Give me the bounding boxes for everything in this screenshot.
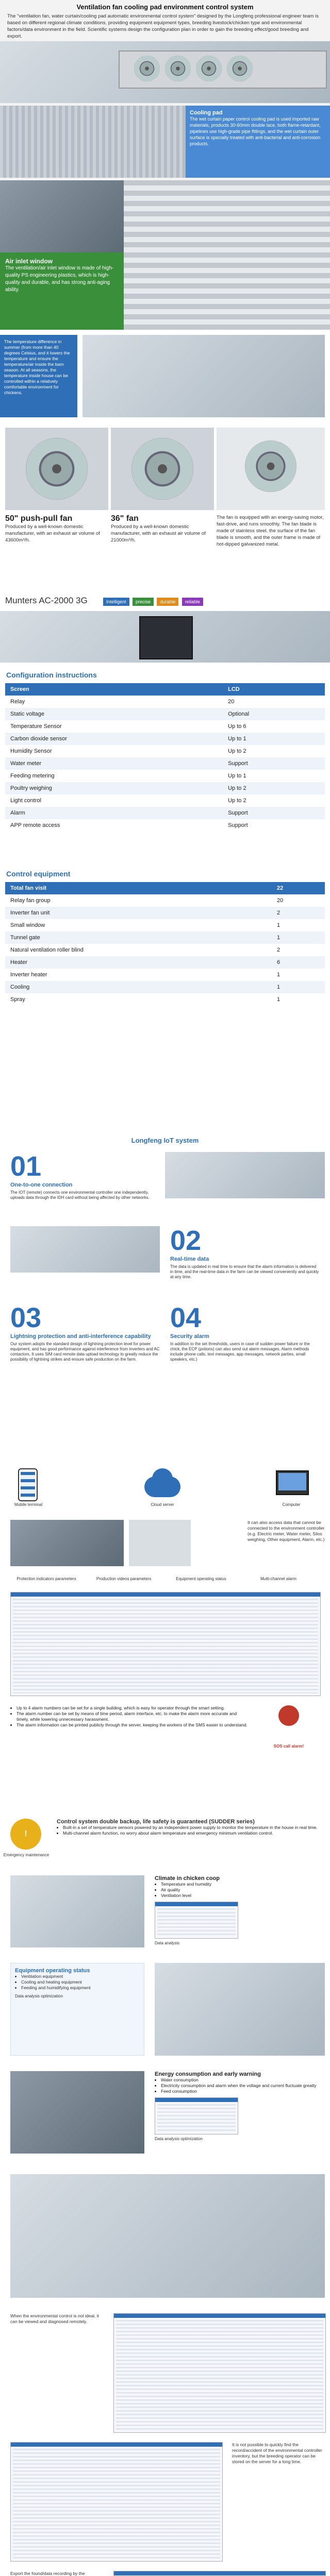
list-item: • Electricity consumption and alarm when the voltage and current fluctuate greatly <box>161 2083 325 2089</box>
temperature-section <box>0 330 330 422</box>
table-row <box>5 770 325 782</box>
equipment-image <box>155 1963 325 2056</box>
table-row <box>5 931 325 944</box>
cell-value: 1 <box>276 996 280 1003</box>
card-text: Our system adopts the standard design of lightning protection level for power equipment, and has good performance against interference from inverters and AC contactors. It uses SIM card remote data upload technology to greatly reduce the possibility of lightning strikes and ensure safe production on the farm. <box>10 1342 160 1362</box>
cell-value: 22 <box>272 882 325 894</box>
cell-name: Natural ventilation roller blind <box>10 947 84 953</box>
cell-name: Relay fan group <box>10 897 51 904</box>
screen-image-3 <box>113 2571 326 2576</box>
list-item: • Multi-channel alarm function, no worry about alarm temperature and emergency minimum ventilation control. <box>63 1831 320 1836</box>
table-row <box>5 757 325 770</box>
iot-card-3 <box>10 1303 160 1362</box>
cell-name: Total fan visit <box>5 882 272 894</box>
card-number: 01 <box>10 1151 42 1182</box>
climate-list <box>155 1882 325 1899</box>
warning-icon: ! <box>10 1819 41 1850</box>
card-heading: One-to-one connection <box>10 1182 73 1188</box>
cell-value: 2 <box>272 907 325 919</box>
munters-title: Munters AC-2000 3G <box>5 596 88 605</box>
cell-value: 6 <box>272 956 325 969</box>
fan-icon <box>227 56 253 81</box>
alarm-list <box>10 1705 248 1728</box>
fan-icon <box>196 56 222 81</box>
cell-name: Cooling <box>5 981 272 993</box>
screen-image-1 <box>113 2313 326 2433</box>
screen-text-3: Export the found/data recording by the <box>10 2571 85 2576</box>
table-row <box>5 819 325 832</box>
control-system-section <box>0 1814 330 2308</box>
table-row <box>5 907 325 919</box>
cell-value: 1 <box>272 981 325 993</box>
cell-name: Water meter <box>5 757 223 770</box>
config-heading: Configuration instructions <box>6 671 97 679</box>
cell-name: Heater <box>5 956 272 969</box>
list-item: • Air quality <box>161 1887 325 1893</box>
mobile-terminal-icon <box>18 1468 38 1501</box>
protection-label: Protection indicators parameters <box>16 1577 76 1581</box>
cell-value: 1 <box>276 922 280 928</box>
list-item: • The alarm information can be printed publicly through the server, keeping the workers of the SMS easier to understand. <box>16 1722 248 1728</box>
intro-title: Ventilation fan cooling pad environment control system <box>76 3 254 11</box>
temperature-text: The temperature difference in summer (from more than 40 degrees Celsius, and it lowers the temperature and ensure the temperature/air inside the barn season. At all seasons, the temperature inside house can be controlled within a relatively comfortable environment for chickens. <box>0 335 77 417</box>
intro-paragraph: The "ventilation fan, water curtain/cooling pad automatic environmental control system" designed by the Longfeng professional engineer team is based on different regional climate conditions, providing equipment equipment types, breeding livestock/chicken type and environmental factors/data environment in the field. Scientific systems design the configuration plan in order to gain the breeding effect/good breeding and export. <box>7 13 319 39</box>
cell-name: Light control <box>10 798 41 804</box>
list-item: • The alarm number can be set by means of time period, alarm interface, etc. to make the alarm more accurate and timely, while lowering unnecessary harassment. <box>16 1711 248 1722</box>
cell-name: Static voltage <box>5 708 223 720</box>
cell-value: 20 <box>228 699 235 705</box>
controller-panel <box>139 616 193 659</box>
munters-section <box>0 592 330 1133</box>
control-table-wrap <box>5 882 325 1006</box>
badge-precise: precise <box>133 598 154 606</box>
cooling-pad-title: Cooling pad <box>190 110 223 116</box>
energy-chart-image <box>155 2097 238 2134</box>
air-inlet-box <box>0 252 124 330</box>
push-pull-text: Produced by a well-known domestic manufacturer, with an exhaust air volume of 43600m³/h. <box>5 524 100 543</box>
cooling-pad-box <box>186 106 330 178</box>
cooling-pad-image <box>0 106 186 178</box>
card-heading: Real-time data <box>170 1256 209 1262</box>
config-table <box>5 683 325 832</box>
devices-section <box>0 1463 330 1814</box>
fan-icon <box>26 438 88 500</box>
cell-name: Relay <box>10 699 25 705</box>
list-item: • Up to 4 alarm numbers can be set for a single building, which is easy for operator through the smart setting. <box>16 1705 248 1711</box>
table-row <box>5 807 325 819</box>
fan-icon <box>134 56 160 81</box>
table-row <box>5 696 325 708</box>
cloud-server-icon <box>139 1466 186 1499</box>
card-number: 04 <box>170 1302 202 1333</box>
screen-text-2: It is not possible to quickly find the record/accident of the environmental controller inventory, but the breeding operator can be stored on the server for a long time. <box>232 2442 322 2464</box>
control-table <box>5 882 325 1006</box>
cell-name: Spray <box>10 996 25 1003</box>
cell-value: 1 <box>272 931 325 944</box>
table-row <box>5 981 325 993</box>
alarm-bullets <box>10 1705 248 1728</box>
iot-section <box>0 1133 330 1463</box>
climate-title: Climate in chicken coop <box>155 1875 220 1882</box>
data-analysis-label: Data analysis <box>155 1941 180 1945</box>
badge-intelligent: Intelligent <box>103 598 129 606</box>
list-item: • Ventilation level <box>161 1893 325 1899</box>
controller-image <box>0 611 330 663</box>
cloud-server-label: Cloud server <box>151 1502 174 1507</box>
dashboard-screen-image <box>10 1592 321 1696</box>
cell-value: Support <box>228 822 248 828</box>
cell-name: Feeding metering <box>10 773 55 779</box>
emergency-label: Emergency maintenance <box>3 1853 50 1857</box>
card-heading: Security alarm <box>170 1333 209 1340</box>
card-text: In addition to the set thresholds, users in case of sudden power failure or the chick, the ECP (potions) can also send out alarm messages. Alarm methods include phone calls, text messages, app messages, network parties, small speakers, etc.) <box>170 1342 310 1362</box>
cell-value: Up to 6 <box>228 723 246 730</box>
side-list-text: It can also access data that cannot be connected to the environment controller (e.g. Electric meter, Water meter, Silos weighing, Other equipment, Alarm, etc.) <box>248 1520 325 1542</box>
table-row <box>5 894 325 907</box>
table-row <box>5 745 325 757</box>
fan36-block <box>111 514 214 544</box>
table-row <box>5 969 325 981</box>
fans-section <box>0 428 330 592</box>
screens-section <box>0 2308 330 2576</box>
control-system-heading: Control system double backup, life safety is guaranteed (SUDDER series) <box>57 1819 255 1825</box>
push-pull-title: 50" push-pull fan <box>5 514 73 523</box>
air-inlet-photo <box>0 180 124 252</box>
op-list <box>15 1974 140 1991</box>
barn-interior-image <box>82 335 325 417</box>
energy-title: Energy consumption and early warning <box>155 2071 261 2077</box>
card-text: The data is updated in real time to ensure that the alarm information is delivered in time, and the real-time data in the farm can be viewed conveniently and quickly at any time. <box>170 1264 319 1279</box>
table-row <box>5 944 325 956</box>
list-item: • Water consumption <box>161 2077 325 2083</box>
list-item: • Temperature and humidity <box>161 1882 325 1887</box>
card-number: 02 <box>170 1225 202 1256</box>
card-heading: Lightning protection and anti-interference capability <box>10 1333 151 1340</box>
energy-footer: Data analysis optimization <box>155 2137 203 2141</box>
table-row <box>5 782 325 794</box>
operating-status-box <box>10 1963 144 2056</box>
iot-card-1 <box>10 1152 160 1200</box>
card-text: The IOT (remote) connects one environmental controller one independently, uploads data through the IDH card without being affected by other networks. <box>10 1190 150 1200</box>
cell-value: Up to 1 <box>228 773 246 779</box>
cell-value: 2 <box>276 947 280 953</box>
control-system-text <box>57 1819 320 1836</box>
computer-icon <box>276 1470 309 1495</box>
cell-value: Support <box>223 807 325 819</box>
table-row <box>5 720 325 733</box>
table-row <box>5 956 325 969</box>
controller-hardware-image <box>10 1520 124 1566</box>
badge-reliable: reliable <box>182 598 203 606</box>
table-row <box>5 794 325 807</box>
cell-name: Humidity Sensor <box>10 748 52 754</box>
equipment-label: Equipment operating status <box>176 1577 226 1581</box>
sos-phone-icon <box>263 1705 315 1741</box>
table-row <box>5 993 325 1006</box>
op-footer: Data analysis optimization <box>15 1994 63 1998</box>
air-inlet-title: Air inlet window <box>5 258 53 265</box>
climate-block <box>155 1875 325 1946</box>
parameter-tabs <box>10 1577 320 1589</box>
cell-value: Up to 2 <box>228 798 246 804</box>
cell-value: Up to 2 <box>223 782 325 794</box>
cell-value: 1 <box>276 972 280 978</box>
energy-list <box>155 2077 325 2094</box>
table-row <box>5 708 325 720</box>
munters-badges <box>103 597 204 606</box>
table-row <box>5 919 325 931</box>
cooling-pad-text: The wet curtain paper control cooling pad is used imported raw materials, products 30-60mm double lace, both flame-retardant, pipelines use high-grade pipe fittings, and the wet curtain outer surface is specially treated with anti-bacterial and anti-corrosion products. <box>190 116 321 146</box>
screen-text-1: When the environmental control is not ideal, it can be viewed and diagnosed remotely. <box>10 2313 99 2324</box>
cell-name: Temperature Sensor <box>10 723 62 730</box>
air-inlet-window-image <box>124 180 330 330</box>
mobile-terminal-label: Mobile terminal <box>14 1502 43 1507</box>
op-title: Equipment operating status <box>15 1968 90 1974</box>
chicken-coop-image <box>10 1875 144 1947</box>
iot-card-4 <box>170 1303 320 1362</box>
table-row <box>5 683 325 696</box>
cell-value: Support <box>223 757 325 770</box>
sos-label: SOS call alarm! <box>273 1744 304 1749</box>
push-pull-fan-image <box>5 428 108 510</box>
cell-value: Up to 1 <box>223 733 325 745</box>
list-item: • Cooling and heating equipment <box>21 1979 140 1985</box>
fan-icon <box>165 56 191 81</box>
air-inlet-text: The ventilation/air inlet window is made of high-quality PS engineering plastics, which is high-quality and durable, and has strong anti-aging ability. <box>5 265 114 293</box>
energy-block <box>155 2071 325 2142</box>
list-item: • Feed consumption <box>161 2089 325 2094</box>
cell-value: Optional <box>223 708 325 720</box>
coop-overview-image <box>10 2174 325 2298</box>
fan-icon <box>131 438 193 500</box>
list-item: • Feeding and humidifying equipment <box>21 1985 140 1991</box>
cell-name: Alarm <box>5 807 223 819</box>
list-item: • Built-in a set of temperature sensors powered by an independent power supply to monitor the temperature in the house in real time. <box>63 1825 320 1831</box>
cell-name: Inverter heater <box>10 972 47 978</box>
cell-name: Poultry weighing <box>5 782 223 794</box>
cell-name: Screen <box>5 683 223 696</box>
config-table-wrap <box>5 683 325 832</box>
iot-title: Longfeng IoT system <box>131 1137 199 1144</box>
production-label: Production videos parameters <box>96 1577 152 1581</box>
iot-image-2 <box>10 1226 160 1273</box>
table-row <box>5 733 325 745</box>
screen-image-2 <box>10 2442 223 2562</box>
sensor-image <box>129 1520 191 1566</box>
computer-label: Computer <box>282 1502 301 1507</box>
fan-blade-image <box>217 428 325 510</box>
control-system-list <box>57 1825 320 1836</box>
barn-exterior-image <box>0 41 330 103</box>
cell-name: Small window <box>10 922 45 928</box>
iot-card-2 <box>170 1226 320 1280</box>
multi-channel-label: Multi-channel alarm <box>260 1577 296 1581</box>
meter-image <box>10 2071 144 2154</box>
cell-value: 20 <box>276 897 284 904</box>
climate-chart-image <box>155 1902 238 1939</box>
fan36-text: Produced by a well-known domestic manufacturer, with an exhaust air volume of 21000m³/h. <box>111 524 206 543</box>
intro-section <box>0 0 330 330</box>
fan36-title: 36" fan <box>111 514 139 523</box>
badge-durable: durable <box>157 598 178 606</box>
list-item: • Ventilation equipment <box>21 1974 140 1979</box>
card-number: 03 <box>10 1302 42 1333</box>
cell-name: Tunnel gate <box>5 931 272 944</box>
cell-name: Carbon dioxide sensor <box>5 733 223 745</box>
cell-value: LCD <box>223 683 325 696</box>
table-row <box>5 882 325 894</box>
control-heading: Control equipment <box>6 870 71 878</box>
fan-icon <box>245 440 296 492</box>
cell-name: Inverter fan unit <box>5 907 272 919</box>
cell-name: APP remote access <box>10 822 60 828</box>
push-pull-block <box>5 514 108 544</box>
iot-image-1 <box>165 1152 325 1198</box>
fan36-image <box>111 428 214 510</box>
cell-value: Up to 2 <box>228 748 246 754</box>
fan-side-text: The fan is equipped with an energy-saving motor, fast-drive, and runs smoothly. The fan blade is made of stainless steel, the surface of the fan blade is smooth, and the outer frame is made of hot-dipped galvanized metal. <box>217 515 324 547</box>
